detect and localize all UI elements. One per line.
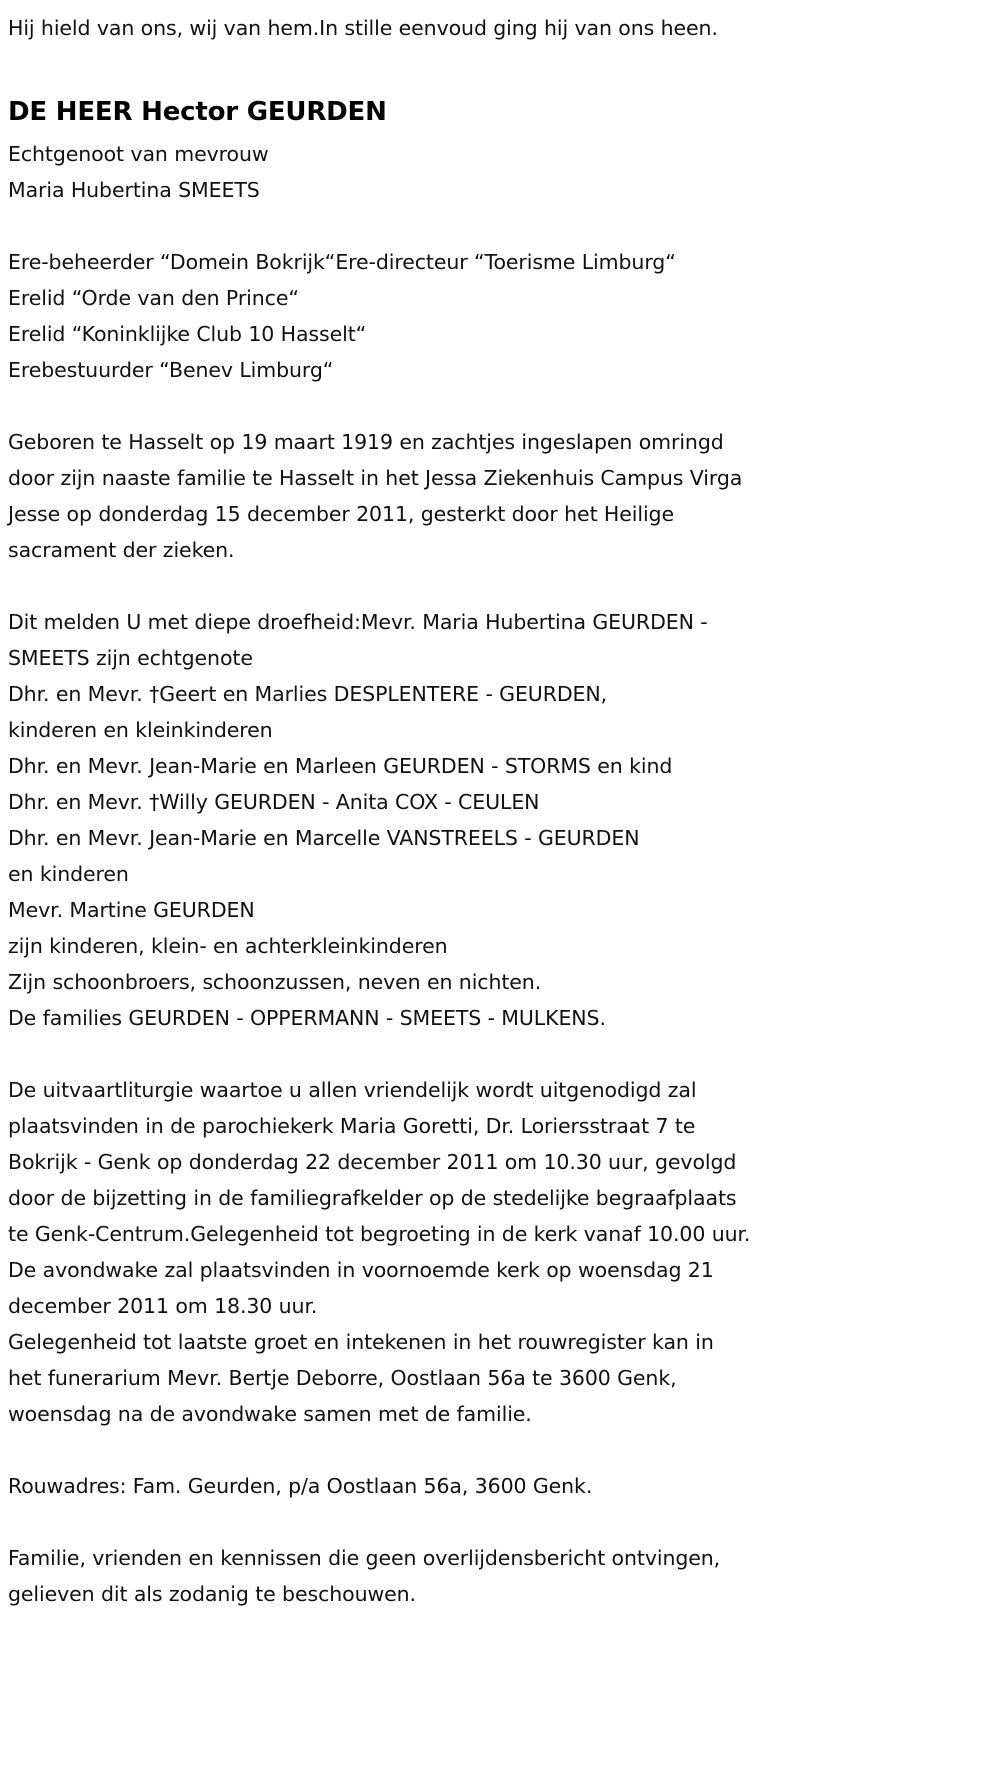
service-line-9: het funerarium Mevr. Bertje Deborre, Oostlaan 56a te 3600 Genk, — [8, 1366, 677, 1390]
family-line-8: en kinderen — [8, 862, 129, 886]
family-line-9: Mevr. Martine GEURDEN — [8, 898, 255, 922]
family-line-1: Dit melden U met diepe droefheid:Mevr. Maria Hubertina GEURDEN - — [8, 610, 708, 634]
family-line-7: Dhr. en Mevr. Jean-Marie en Marcelle VANSTREELS - GEURDEN — [8, 826, 640, 850]
family-line-11: Zijn schoonbroers, schoonzussen, neven en nichten. — [8, 970, 542, 994]
service-line-3: Bokrijk - Genk op donderdag 22 december 2011 om 10.30 uur, gevolgd — [8, 1150, 737, 1174]
spacer-before-family — [8, 568, 1000, 604]
honor-line-2: Erelid “Orde van den Prince“ — [8, 286, 299, 310]
family-line-4: kinderen en kleinkinderen — [8, 718, 273, 742]
spacer-before-address — [8, 1432, 1000, 1468]
spacer-before-birth-death — [8, 388, 1000, 424]
service-line-7: december 2011 om 18.30 uur. — [8, 1294, 318, 1318]
spacer-before-closing — [8, 1504, 1000, 1540]
spouse-intro-line: Echtgenoot van mevrouw — [8, 142, 269, 166]
spacer-before-honors — [8, 208, 1000, 244]
family-line-5: Dhr. en Mevr. Jean-Marie en Marleen GEURDEN - STORMS en kind — [8, 754, 673, 778]
opening-quote-line: Hij hield van ons, wij van hem.In stille eenvoud ging hij van ons heen. — [8, 16, 718, 40]
family-line-12: De families GEURDEN - OPPERMANN - SMEETS - MULKENS. — [8, 1006, 606, 1030]
deceased-name-heading: DE HEER Hector GEURDEN — [8, 97, 387, 127]
honor-line-4: Erebestuurder “Benev Limburg“ — [8, 358, 334, 382]
closing-note-line-2: gelieven dit als zodanig te beschouwen. — [8, 1582, 416, 1606]
service-line-2: plaatsvinden in de parochiekerk Maria Goretti, Dr. Loriersstraat 7 te — [8, 1114, 696, 1138]
family-line-10: zijn kinderen, klein- en achterkleinkinderen — [8, 934, 448, 958]
spacer-after-opening — [8, 46, 1000, 82]
honor-line-3: Erelid “Koninklijke Club 10 Hasselt“ — [8, 322, 367, 346]
service-line-1: De uitvaartliturgie waartoe u allen vriendelijk wordt uitgenodigd zal — [8, 1078, 697, 1102]
honor-line-1: Ere-beheerder “Domein Bokrijk“Ere-directeur “Toerisme Limburg“ — [8, 250, 676, 274]
birth-death-line-1: Geboren te Hasselt op 19 maart 1919 en zachtjes ingeslapen omringd — [8, 430, 724, 454]
service-line-6: De avondwake zal plaatsvinden in voornoemde kerk op woensdag 21 — [8, 1258, 714, 1282]
family-line-3: Dhr. en Mevr. †Geert en Marlies DESPLENTERE - GEURDEN, — [8, 682, 608, 706]
birth-death-line-3: Jesse op donderdag 15 december 2011, gesterkt door het Heilige — [8, 502, 674, 526]
spouse-name-line: Maria Hubertina SMEETS — [8, 178, 260, 202]
birth-death-line-2: door zijn naaste familie te Hasselt in het Jessa Ziekenhuis Campus Virga — [8, 466, 743, 490]
birth-death-line-4: sacrament der zieken. — [8, 538, 235, 562]
service-line-5: te Genk-Centrum.Gelegenheid tot begroeting in de kerk vanaf 10.00 uur. — [8, 1222, 751, 1246]
family-line-6: Dhr. en Mevr. †Willy GEURDEN - Anita COX - CEULEN — [8, 790, 540, 814]
service-line-8: Gelegenheid tot laatste groet en intekenen in het rouwregister kan in — [8, 1330, 714, 1354]
obituary-notice — [8, 10, 1000, 1612]
family-line-2: SMEETS zijn echtgenote — [8, 646, 253, 670]
mourning-address-line: Rouwadres: Fam. Geurden, p/a Oostlaan 56a, 3600 Genk. — [8, 1474, 593, 1498]
spacer-before-service — [8, 1036, 1000, 1072]
service-line-10: woensdag na de avondwake samen met de familie. — [8, 1402, 532, 1426]
closing-note-line-1: Familie, vrienden en kennissen die geen overlijdensbericht ontvingen, — [8, 1546, 721, 1570]
service-line-4: door de bijzetting in de familiegrafkelder op de stedelijke begraafplaats — [8, 1186, 737, 1210]
